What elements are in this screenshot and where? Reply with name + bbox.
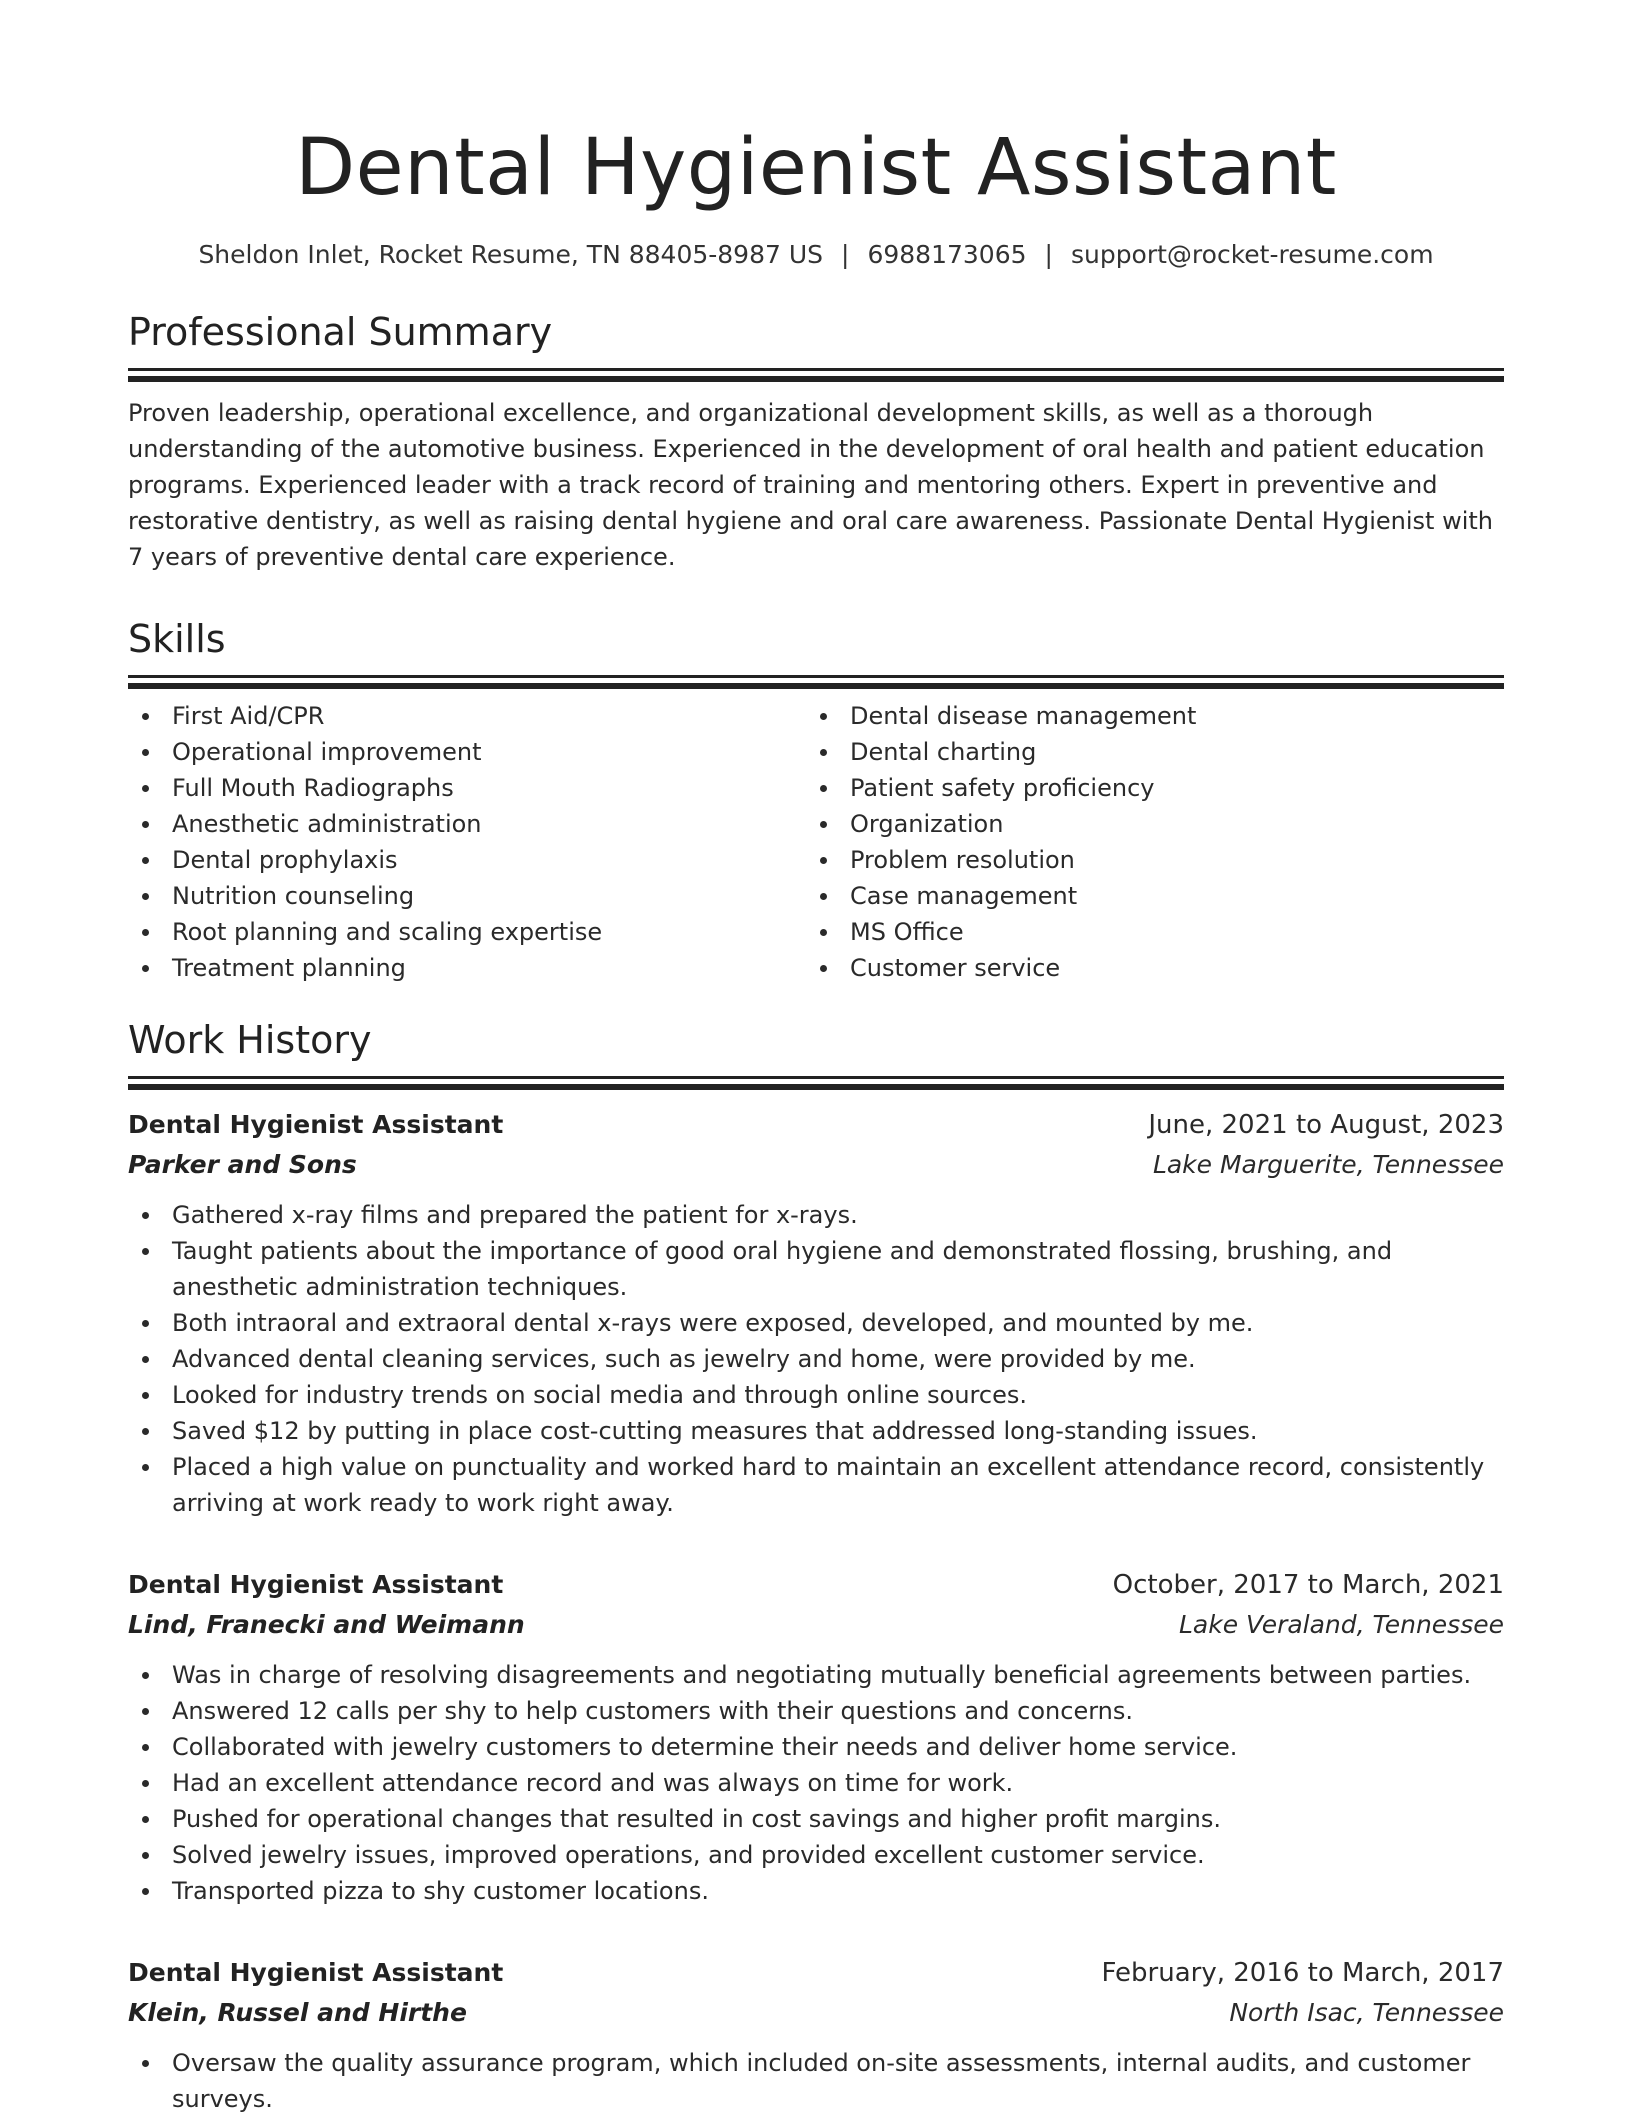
section-title-summary: Professional Summary	[128, 310, 553, 354]
job-title: Dental Hygienist Assistant	[128, 1110, 504, 1139]
job-duty-item: Was in charge of resolving disagreements and negotiating mutually beneficial agreements between parties.	[128, 1657, 1504, 1693]
job-duty-item: Collaborated with jewelry customers to determine their needs and deliver home service.	[128, 1729, 1504, 1765]
skill-item: Root planning and scaling expertise	[128, 914, 806, 950]
summary-text: Proven leadership, operational excellence, and organizational development skills, as well as a thorough understanding of the automotive business. Experienced in the development of oral health and patient education programs. Experienced leader with a track record of training and mentoring others. Expert in preventive and restorative dentistry, as well as raising dental hygiene and oral care awareness. Passionate Dental Hygienist with 7 years of preventive dental care experience.	[128, 399, 1493, 571]
job-location: Lake Marguerite, Tennessee	[1152, 1150, 1504, 1179]
job-entry	[128, 1105, 1504, 1521]
contact-separator: |	[1044, 240, 1053, 269]
job-dates: June, 2021 to August, 2023	[1148, 1110, 1504, 1140]
job-duties-list	[128, 2045, 1504, 2117]
section-title-skills: Skills	[128, 617, 226, 661]
skill-item: Dental prophylaxis	[128, 842, 806, 878]
job-header-row	[128, 1105, 1504, 1145]
skill-item: First Aid/CPR	[128, 698, 806, 734]
candidate-name: Dental Hygienist Assistant	[295, 123, 1337, 213]
skills-list-left	[128, 698, 806, 986]
job-duty-item: Gathered x-ray films and prepared the patient for x-rays.	[128, 1197, 1504, 1233]
contact-phone: 6988173065	[867, 240, 1027, 269]
job-duties-list	[128, 1197, 1504, 1521]
skill-item: Dental charting	[806, 734, 1484, 770]
section-divider	[128, 368, 1504, 371]
job-duty-item: Answered 12 calls per shy to help customers with their questions and concerns.	[128, 1693, 1504, 1729]
skill-item: Problem resolution	[806, 842, 1484, 878]
contact-line	[128, 238, 1504, 272]
job-duty-item: Had an excellent attendance record and was always on time for work.	[128, 1765, 1504, 1801]
section-divider	[128, 1076, 1504, 1079]
skill-item: MS Office	[806, 914, 1484, 950]
contact-separator: |	[841, 240, 850, 269]
job-company: Klein, Russel and Hirthe	[128, 1998, 467, 2027]
job-duty-item: Taught patients about the importance of good oral hygiene and demonstrated flossing, brushing, and anesthetic administration techniques.	[128, 1233, 1504, 1305]
job-duty-item: Placed a high value on punctuality and worked hard to maintain an excellent attendance record, consistently arriving at work ready to work right away.	[128, 1449, 1504, 1521]
job-location: North Isac, Tennessee	[1229, 1998, 1504, 2027]
skill-item: Nutrition counseling	[128, 878, 806, 914]
job-duty-item: Oversaw the quality assurance program, which included on-site assessments, internal audits, and customer surveys.	[128, 2045, 1504, 2117]
section-divider	[128, 675, 1504, 678]
skill-item: Treatment planning	[128, 950, 806, 986]
job-header-row	[128, 1565, 1504, 1605]
job-company-row	[128, 1145, 1504, 1185]
job-duty-item: Looked for industry trends on social media and through online sources.	[128, 1377, 1504, 1413]
skill-item: Operational improvement	[128, 734, 806, 770]
job-header-row	[128, 1953, 1504, 1993]
job-duty-item: Pushed for operational changes that resulted in cost savings and higher profit margins.	[128, 1801, 1504, 1837]
contact-email[interactable]: support@rocket-resume.com	[1070, 240, 1434, 269]
job-dates: October, 2017 to March, 2021	[1112, 1570, 1504, 1600]
skills-section	[128, 615, 1504, 986]
skill-item: Case management	[806, 878, 1484, 914]
skill-item: Organization	[806, 806, 1484, 842]
skill-item: Customer service	[806, 950, 1484, 986]
skill-item: Anesthetic administration	[128, 806, 806, 842]
job-company: Lind, Franecki and Weimann	[128, 1610, 525, 1639]
job-duty-item: Saved $12 by putting in place cost-cutting measures that addressed long-standing issues.	[128, 1413, 1504, 1449]
work-history-section	[128, 1016, 1504, 2117]
skill-item: Full Mouth Radiographs	[128, 770, 806, 806]
job-company-row	[128, 1605, 1504, 1645]
professional-summary-section	[128, 308, 1504, 575]
skills-columns	[128, 698, 1504, 986]
skills-list-right	[806, 698, 1484, 986]
job-duty-item: Solved jewelry issues, improved operations, and provided excellent customer service.	[128, 1837, 1504, 1873]
job-location: Lake Veraland, Tennessee	[1179, 1610, 1504, 1639]
job-duties-list	[128, 1657, 1504, 1909]
resume-page	[128, 0, 1504, 2117]
job-entry	[128, 1953, 1504, 2117]
contact-address: Sheldon Inlet, Rocket Resume, TN 88405-8987 US	[198, 240, 824, 269]
job-duty-item: Transported pizza to shy customer locations.	[128, 1873, 1504, 1909]
job-dates: February, 2016 to March, 2017	[1101, 1958, 1504, 1988]
skill-item: Patient safety proficiency	[806, 770, 1484, 806]
job-duty-item: Advanced dental cleaning services, such as jewelry and home, were provided by me.	[128, 1341, 1504, 1377]
job-duty-item: Both intraoral and extraoral dental x-rays were exposed, developed, and mounted by me.	[128, 1305, 1504, 1341]
job-entry	[128, 1565, 1504, 1909]
job-company: Parker and Sons	[128, 1150, 357, 1179]
job-company-row	[128, 1993, 1504, 2033]
section-title-work-history: Work History	[128, 1018, 372, 1062]
job-title: Dental Hygienist Assistant	[128, 1958, 504, 1987]
job-title: Dental Hygienist Assistant	[128, 1570, 504, 1599]
skill-item: Dental disease management	[806, 698, 1484, 734]
